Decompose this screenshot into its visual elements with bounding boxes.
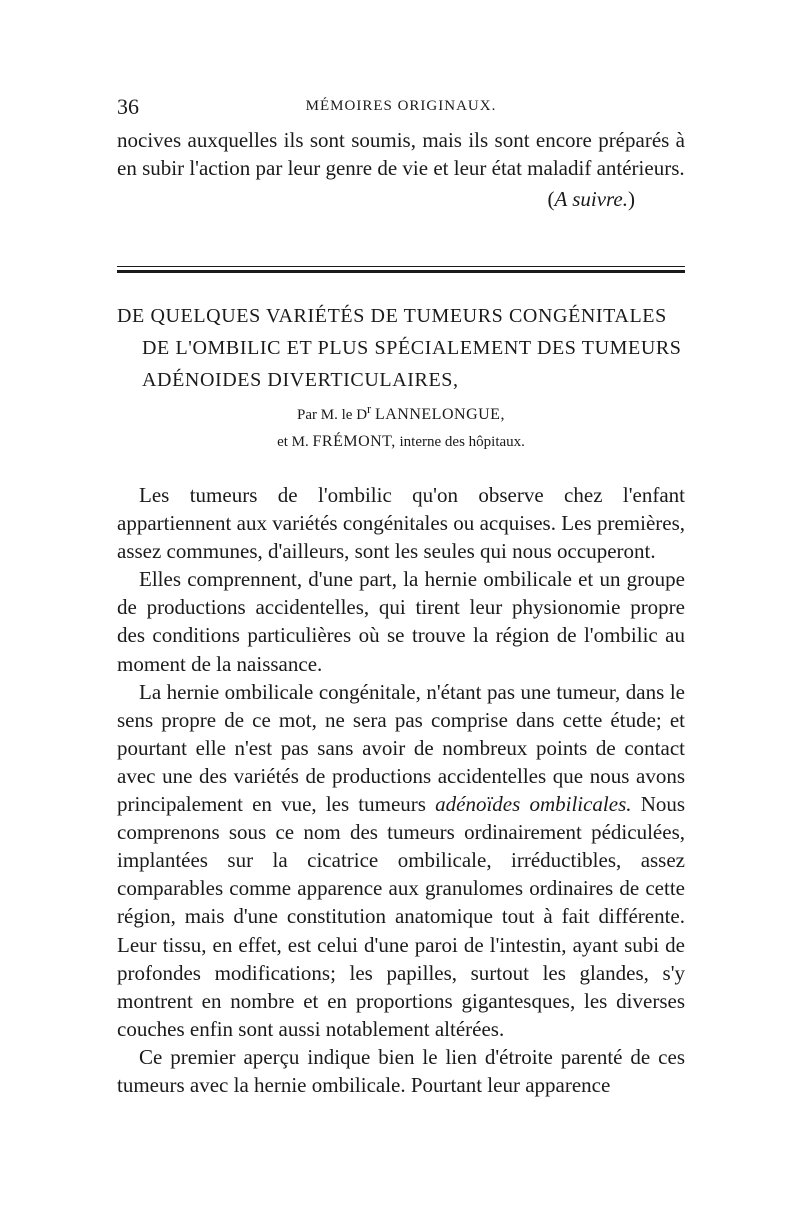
section-rule-thick (117, 270, 685, 273)
article-body (117, 481, 685, 1099)
title-line-3: ADÉNOIDES DIVERTICULAIRES, (142, 369, 459, 391)
title-line-2: DE L'OMBILIC ET PLUS SPÉCIALEMENT DES TUMEURS (142, 337, 682, 359)
paragraph-2: Elles comprennent, d'une part, la hernie ombilicale et un groupe de productions accidentelles, qui tirent leur physionomie propre des conditions particulières où se trouve la région de l'ombilic au moment de la naissance. (117, 567, 685, 676)
running-head (117, 94, 685, 124)
byline-author-2: et M. FRÉMONT, interne des hôpitaux. (277, 433, 525, 450)
paragraph-4: Ce premier aperçu indique bien le lien d'étroite parenté de ces tumeurs avec la hernie ombilicale. Pourtant leur apparence (117, 1044, 685, 1097)
title-line-1: DE QUELQUES VARIÉTÉS DE TUMEURS CONGÉNITALES (117, 305, 667, 327)
previous-article-text: nocives auxquelles ils sont soumis, mais ils sont encore préparés à en subir l'action par leur genre de vie et leur état maladif antérieurs. (117, 128, 685, 181)
article-title (117, 300, 685, 396)
italic-term: adénoïdes ombilicales. (435, 792, 632, 817)
running-title: MÉMOIRES ORIGINAUX. (305, 98, 497, 114)
to-follow-note: (A suivre.) (547, 187, 635, 212)
byline-author-1: Par M. le $D^r$ LANNELONGUE, (297, 402, 505, 423)
section-rule-thin (117, 266, 685, 267)
page-number: 36 (117, 94, 139, 119)
previous-article-ending (117, 126, 685, 213)
paragraph-3: La hernie ombilicale congénitale, n'étant pas une tumeur, dans le sens propre de ce mot, ne sera pas comprise dans cette étude; et pourtant elle n'est pas sans avoir de nombreux points de contact avec une des variétés de productions accidentelles que nous avons principalement en vue, les tumeurs adénoïdes ombilicales. Nous comprenons sous ce nom des tumeurs ordinairement pédiculées, implantées sur la cicatrice ombilicale, irréductibles, assez comparables comme apparence aux granulomes ordinaires de cette région, mais d'une constitution anatomique tout à fait différente. Leur tissu, en effet, est celui d'une paroi de l'intestin, ayant subi de profondes modifications; les papilles, surtout les glandes, s'y montrent en nombre et en proportions gigantesques, les diverses couches enfin sont aussi notablement altérées. (117, 679, 686, 1041)
paragraph-1: Les tumeurs de l'ombilic qu'on observe chez l'enfant appartiennent aux variétés congénitales ou acquises. Les premières, assez communes, d'ailleurs, sont les seules qui nous occuperont. (117, 483, 685, 564)
